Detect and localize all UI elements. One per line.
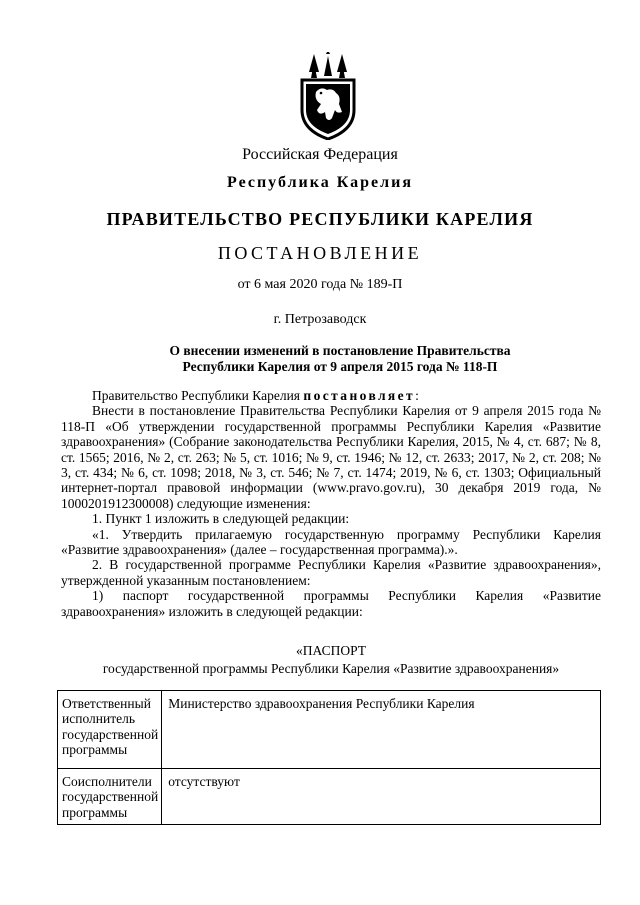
intro-paragraph	[61, 388, 601, 403]
passport-table	[57, 690, 601, 825]
paragraph-amend: Внести в постановление Правительства Республики Карелия от 9 апреля 2015 года № 118-П «Об утверждении государственной программы Республики Карелия «Развитие здравоохранения» (Собрание законодательства Республики Карелия, 2015, № 4, ст. 687; № 8, ст. 1565; 2016, № 2, ст. 263; № 5, ст. 1016; № 9, ст. 1946; № 12, ст. 2633; 2017, № 2, ст. 208; № 3, ст. 434; № 6, ст. 1098; 2018, № 3, ст. 546; № 7, ст. 1474; 2019, № 6, ст. 1303; Официальный интернет-портал правовой информации (www.pravo.gov.ru), 30 декабря 2019 года, № 1000201912300008) следующие изменения:	[61, 403, 601, 511]
republic-title: Республика Карелия	[227, 174, 413, 191]
row-label: Соисполнители государственной программы	[58, 769, 162, 825]
intro-suffix: :	[415, 388, 419, 403]
subject-line-2: Республики Карелия от 9 апреля 2015 года № 118-П	[182, 359, 498, 374]
row-label: Ответственный исполнитель государственной программы	[58, 691, 162, 769]
government-title: ПРАВИТЕЛЬСТВО РЕСПУБЛИКИ КАРЕЛИЯ	[106, 209, 534, 229]
document-type: ПОСТАНОВЛЕНИЕ	[217, 243, 423, 263]
passport-title: «ПАСПОРТ	[296, 643, 366, 658]
table-row	[58, 691, 601, 769]
federation-title: Российская Федерация	[242, 146, 398, 163]
document-subject	[150, 343, 530, 375]
paragraph-item-2: 2. В государственной программе Республики Карелия «Развитие здравоохранения», утвержденной указанным постановлением:	[61, 557, 601, 588]
intro-resolves: постановляет	[303, 388, 416, 403]
paragraph-subitem-1: 1) паспорт государственной программы Республики Карелия «Развитие здравоохранения» изложить в следующей редакции:	[61, 588, 601, 619]
table-row	[58, 769, 601, 825]
row-value: отсутствуют	[162, 769, 601, 825]
paragraph-quote: «1. Утвердить прилагаемую государственную программу Республики Карелия «Развитие здравоохранения» (далее – государственная программа).».	[61, 526, 601, 558]
paragraph-item-1: 1. Пункт 1 изложить в следующей редакции:	[92, 511, 350, 527]
row-value: Министерство здравоохранения Республики Карелия	[162, 691, 601, 769]
subject-line-1: О внесении изменений в постановление Правительства	[169, 343, 511, 358]
passport-subtitle: государственной программы Республики Карелия «Развитие здравоохранения»	[102, 661, 560, 676]
intro-prefix: Правительство Республики Карелия	[92, 388, 304, 403]
karelia-coat-of-arms-icon	[299, 52, 357, 140]
date-number: от 6 мая 2020 года № 189-П	[237, 277, 403, 292]
city: г. Петрозаводск	[273, 312, 367, 327]
document-body	[61, 388, 601, 619]
